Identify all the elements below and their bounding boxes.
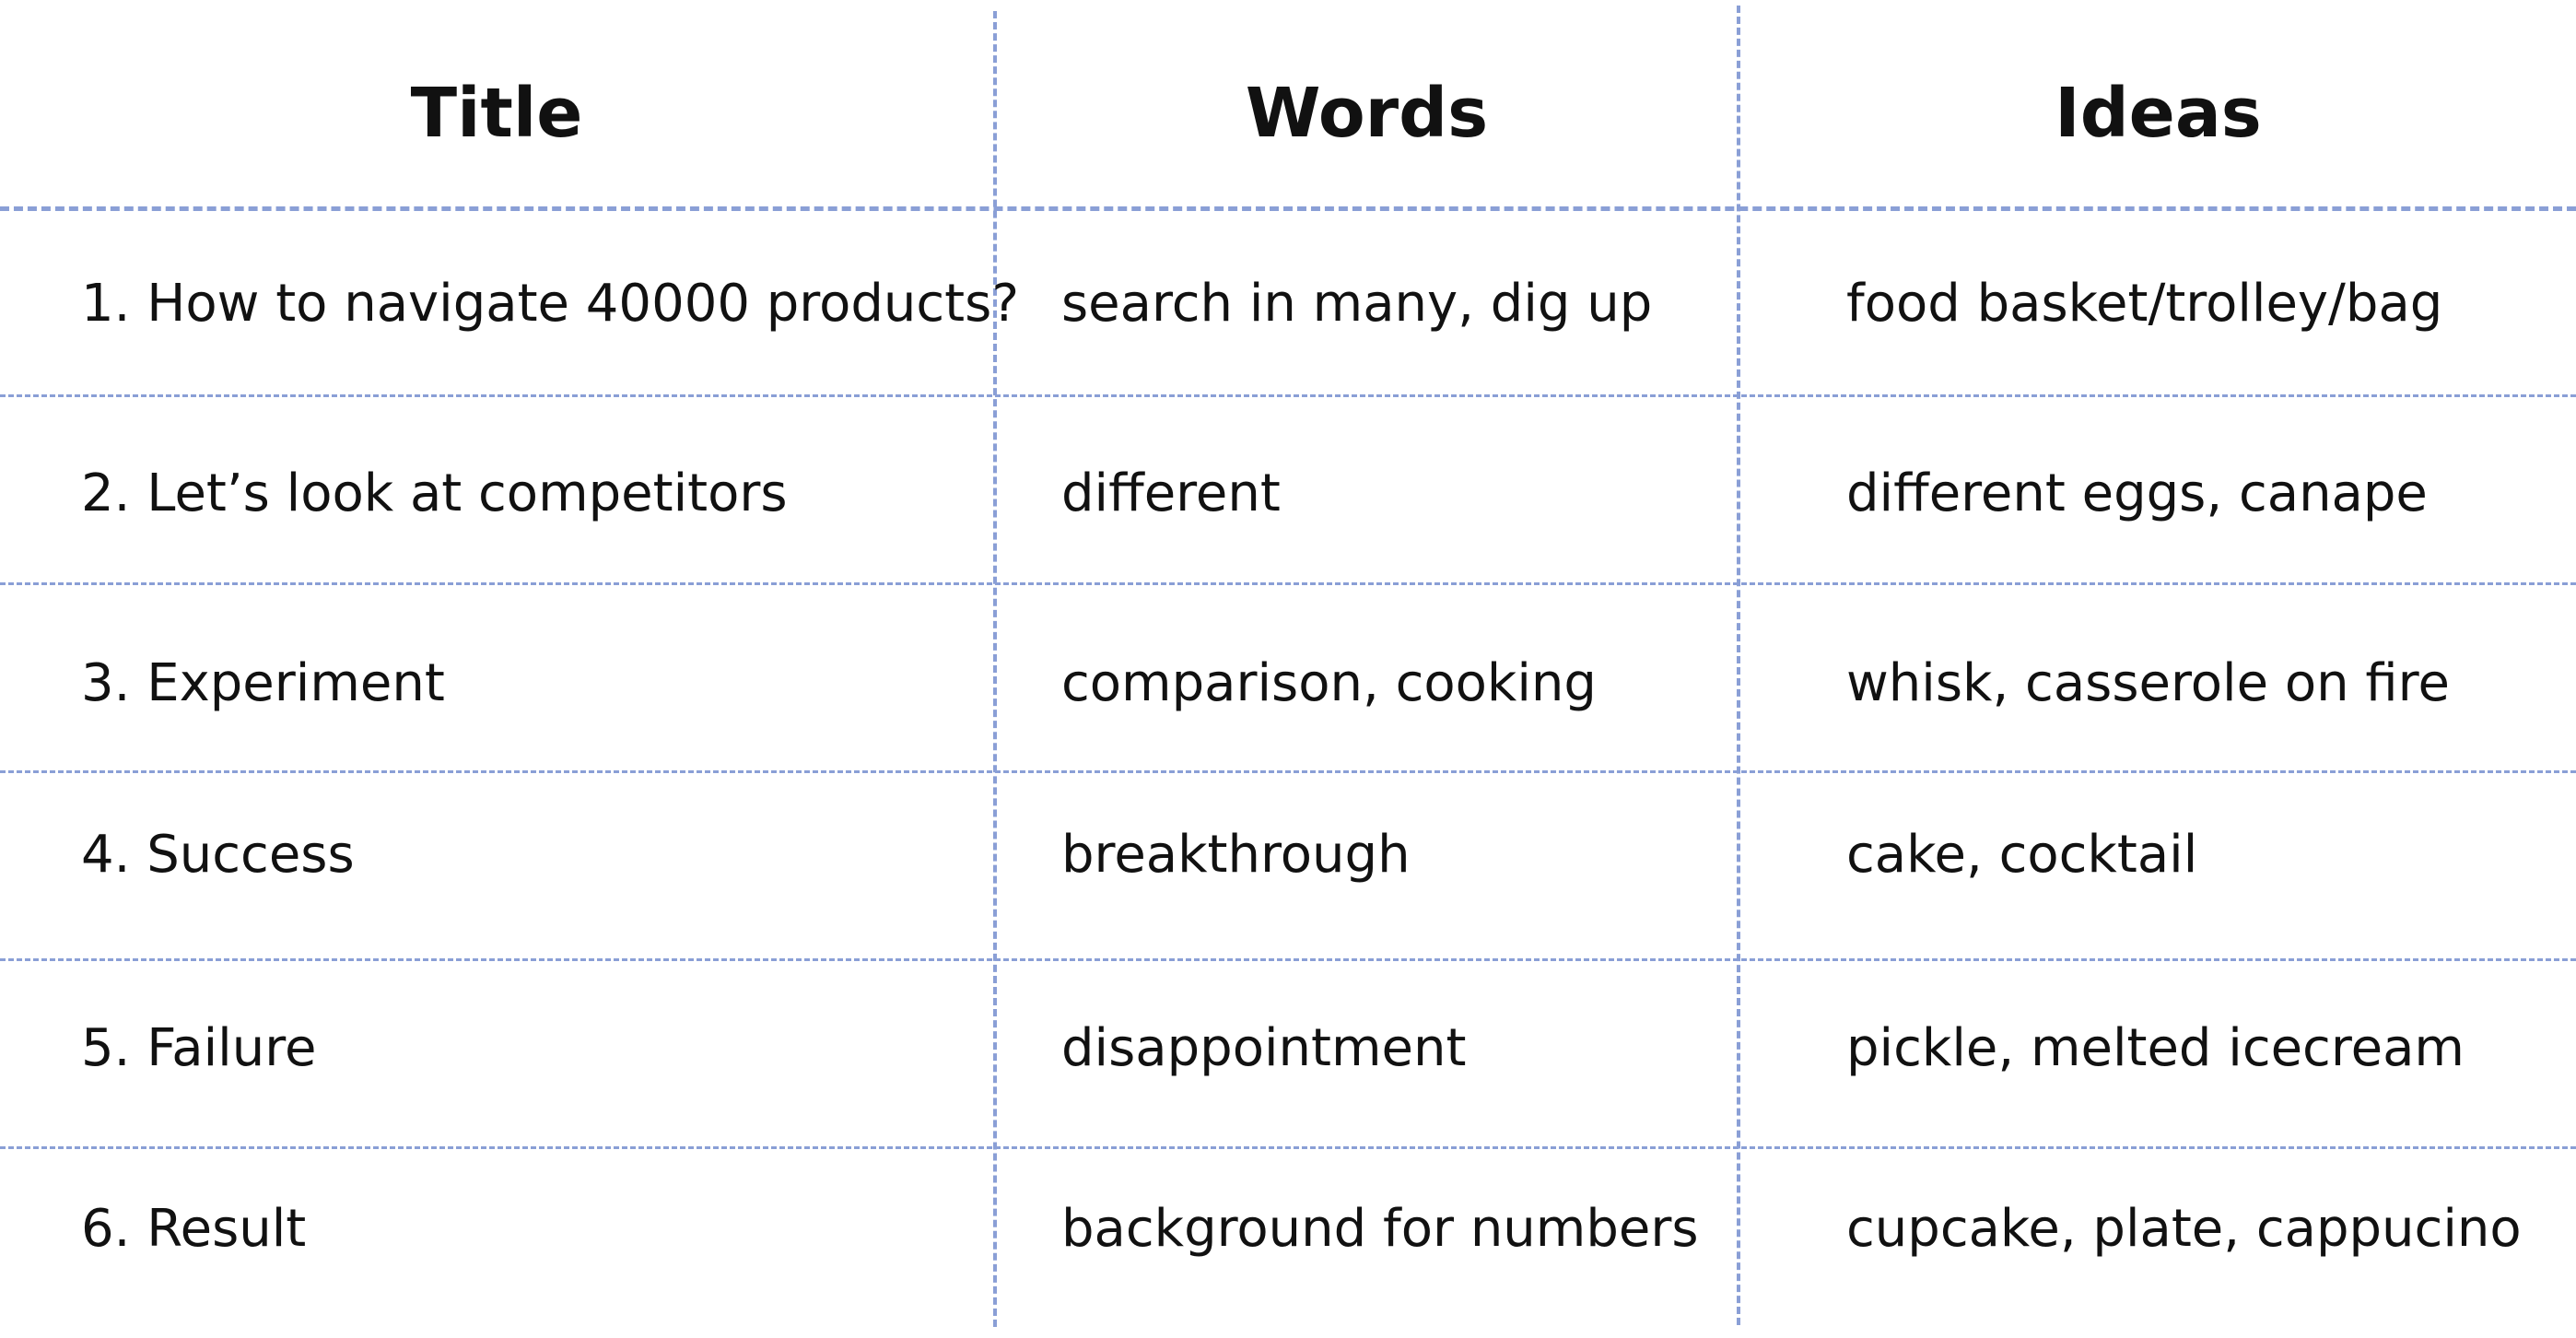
row-5-ideas: pickle, melted icecream (1846, 1018, 2465, 1078)
row-4-ideas: cake, cocktail (1846, 825, 2198, 885)
row-divider-2 (0, 582, 2576, 585)
row-4-words: breakthrough (1061, 825, 1411, 885)
column-header-title: Title (410, 74, 583, 153)
row-2-title: 2. Let’s look at competitors (81, 464, 788, 523)
row-divider-3 (0, 770, 2576, 773)
row-3-title: 3. Experiment (81, 653, 445, 713)
row-1-words: search in many, dig up (1061, 274, 1653, 334)
row-2-ideas: different eggs, canape (1846, 464, 2428, 523)
row-divider-5 (0, 1146, 2576, 1149)
row-3-ideas: whisk, casserole on fire (1846, 653, 2450, 713)
row-divider-4 (0, 958, 2576, 961)
row-4-title: 4. Success (81, 825, 355, 885)
row-6-words: background for numbers (1061, 1199, 1699, 1259)
row-divider-1 (0, 394, 2576, 397)
row-6-title: 6. Result (81, 1199, 307, 1259)
row-6-ideas: cupcake, plate, cappucino (1846, 1199, 2522, 1259)
row-3-words: comparison, cooking (1061, 653, 1597, 713)
header-divider (0, 206, 2576, 211)
column-header-words: Words (1245, 74, 1489, 153)
row-5-title: 5. Failure (81, 1018, 317, 1078)
column-divider-words-ideas (1737, 6, 1740, 1325)
row-5-words: disappointment (1061, 1018, 1467, 1078)
row-2-words: different (1061, 464, 1281, 523)
row-1-ideas: food basket/trolley/bag (1846, 274, 2443, 334)
column-header-ideas: Ideas (2055, 74, 2262, 153)
row-1-title: 1. How to navigate 40000 products? (81, 274, 1020, 334)
